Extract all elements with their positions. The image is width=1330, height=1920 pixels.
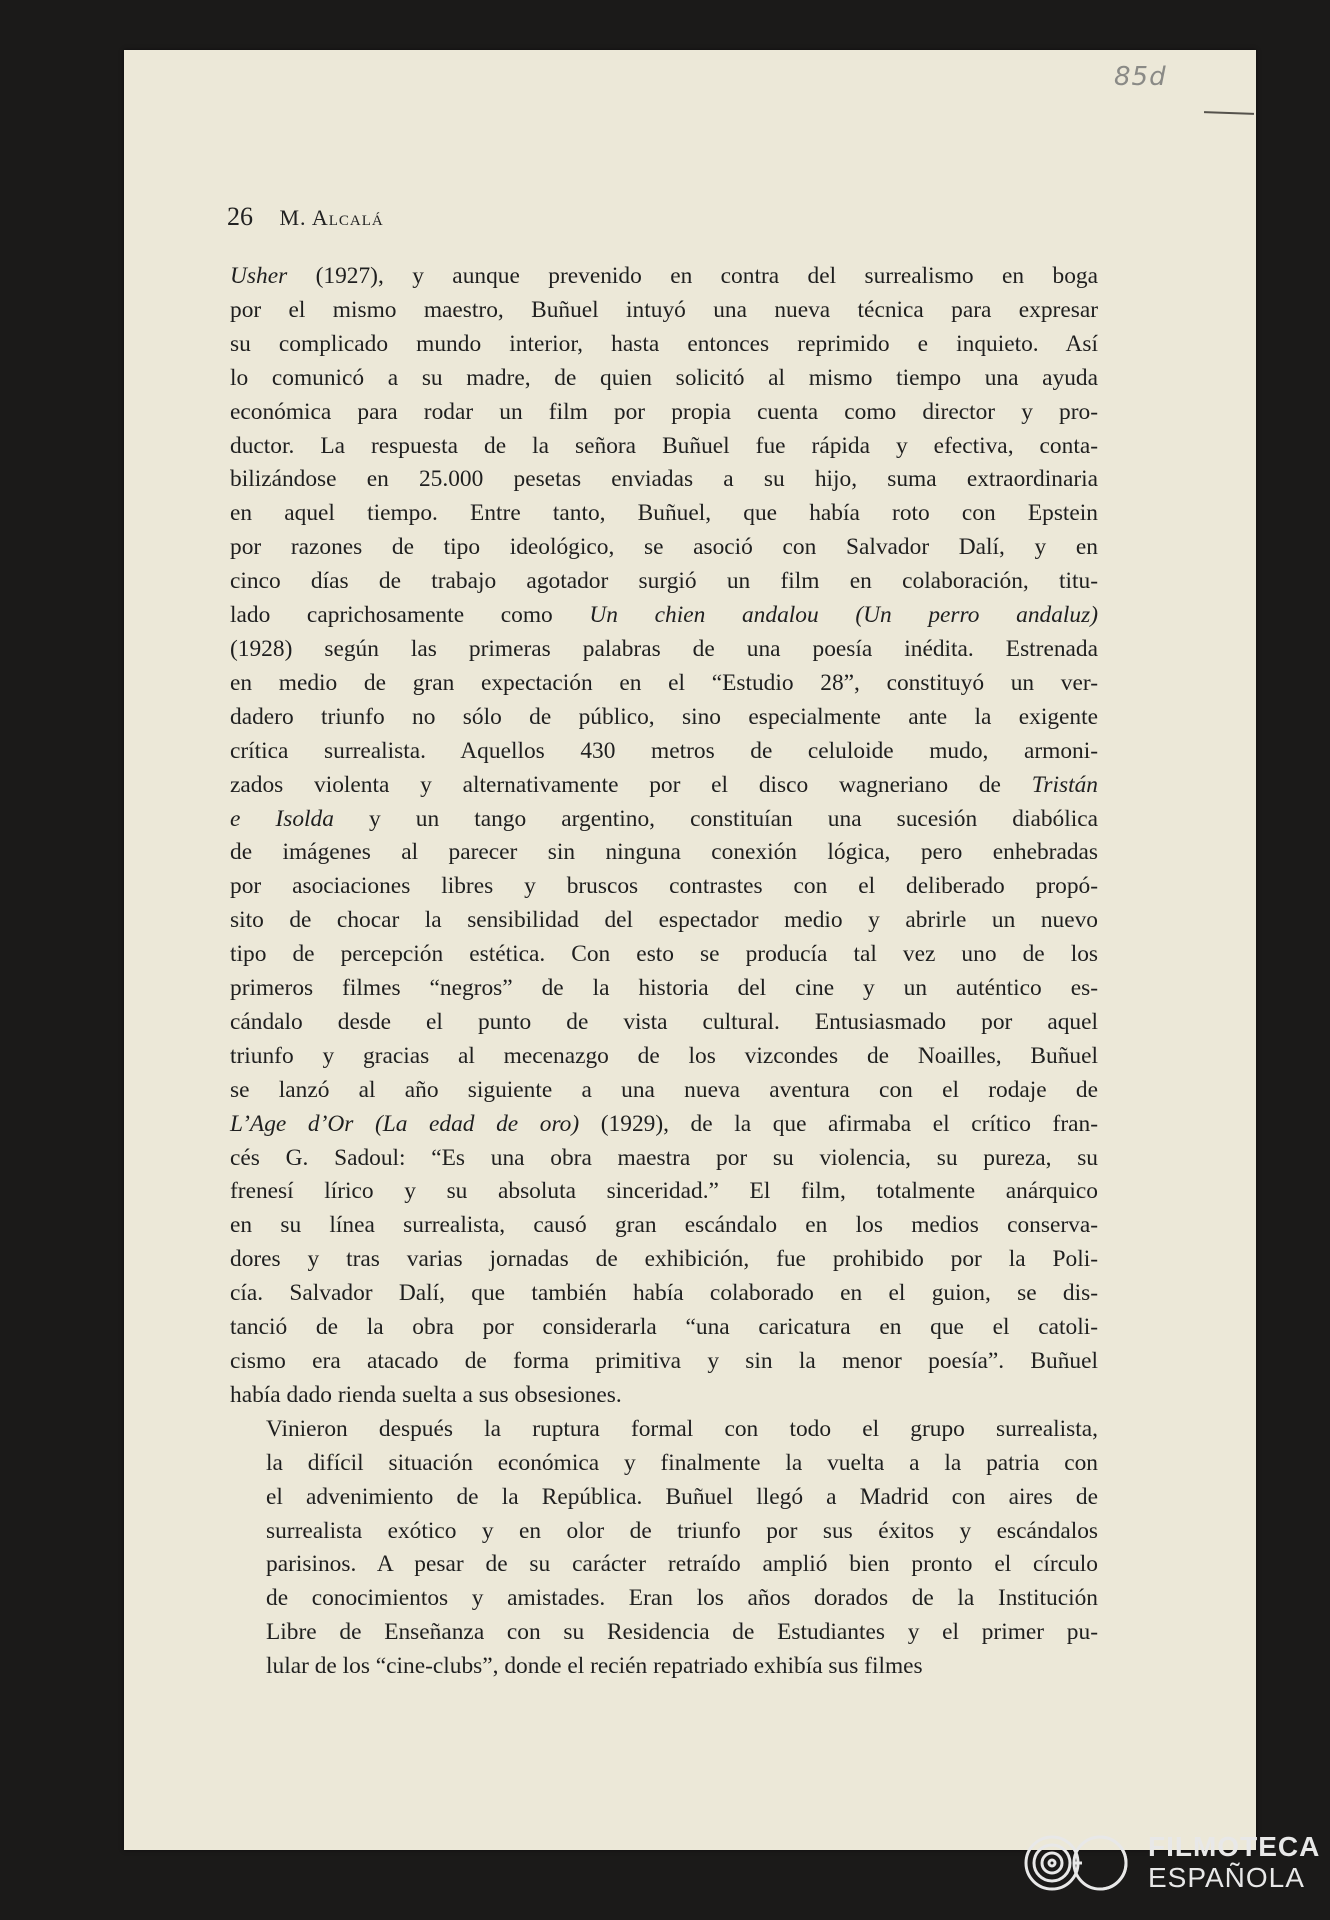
text-line: en su línea surrealista, causó gran escándalo en los medios conserva- xyxy=(230,1212,1098,1239)
text-line: frenesí lírico y su absoluta sinceridad.” El film, totalmente anárquico xyxy=(230,1178,1098,1205)
logo-line-2: ESPAÑOLA xyxy=(1148,1862,1305,1893)
filmoteca-spiral-icon xyxy=(1022,1831,1132,1895)
text-line: cismo era atacado de forma primitiva y sin la menor poesía”. Buñuel xyxy=(230,1348,1098,1374)
text-line: por razones de tipo ideológico, se asoció con Salvador Dalí, y en xyxy=(230,534,1098,561)
text-line: en aquel tiempo. Entre tanto, Buñuel, que había roto con Epstein xyxy=(230,500,1098,527)
text-line: cinco días de trabajo agotador surgió un film en colaboración, titu- xyxy=(230,568,1098,595)
text-line: Vinieron después la ruptura formal con todo el grupo surrealista, xyxy=(266,1415,1098,1442)
text-line: lular de los “cine-clubs”, donde el recién repatriado exhibía sus filmes xyxy=(266,1653,923,1680)
text-line: parisinos. A pesar de su carácter retraído amplió bien pronto el círculo xyxy=(266,1551,1098,1578)
paragraph-2 xyxy=(230,1413,1098,1684)
text-line: bilizándose en 25.000 pesetas enviadas a su hijo, suma extraordinaria xyxy=(230,466,1098,493)
text-line: crítica surrealista. Aquellos 430 metros de celuloide mudo, armoni- xyxy=(230,737,1098,764)
document-page xyxy=(124,50,1256,1850)
text-line: de conocimientos y amistades. Eran los años dorados de la Institución xyxy=(266,1585,1098,1612)
text-line: de imágenes al parecer sin ninguna conexión lógica, pero enhebradas xyxy=(230,839,1098,866)
text-line: dadero triunfo no sólo de público, sino especialmente ante la exigente xyxy=(230,703,1098,730)
pencil-margin-note: 85d xyxy=(1114,62,1167,92)
text-line: Libre de Enseñanza con su Residencia de Estudiantes y el primer pu- xyxy=(266,1619,1098,1646)
text-line: tanció de la obra por considerarla “una caricatura en que el catoli- xyxy=(230,1314,1098,1341)
text-line: lado caprichosamente como Un chien andalou (Un perro andaluz) xyxy=(230,602,1099,629)
text-line: por asociaciones libres y bruscos contrastes con el deliberado propó- xyxy=(230,873,1098,900)
text-line: surrealista exótico y en olor de triunfo por sus éxitos y escándalos xyxy=(266,1517,1098,1544)
text-line: cándalo desde el punto de vista cultural. Entusiasmado por aquel xyxy=(230,1008,1098,1035)
text-line: e Isolda y un tango argentino, constituían una sucesión diabólica xyxy=(230,805,1098,832)
text-line: sito de chocar la sensibilidad del espectador medio y abrirle un nuevo xyxy=(230,907,1098,934)
text-line: cés G. Sadoul: “Es una obra maestra por su violencia, su pureza, su xyxy=(230,1144,1098,1171)
text-line: (1928) según las primeras palabras de una poesía inédita. Estrenada xyxy=(230,635,1098,662)
page-number: 26 xyxy=(227,202,253,231)
text-line: el advenimiento de la República. Buñuel llegó a Madrid con aires de xyxy=(266,1483,1098,1510)
text-line: tipo de percepción estética. Con esto se producía tal vez uno de los xyxy=(230,941,1098,968)
text-line: había dado rienda suelta a sus obsesiones. xyxy=(230,1381,622,1408)
text-line: por el mismo maestro, Buñuel intuyó una nueva técnica para expresar xyxy=(230,296,1098,323)
text-line: Usher (1927), y aunque prevenido en contra del surrealismo en boga xyxy=(230,263,1098,289)
page-edge-mark xyxy=(1204,111,1254,115)
text-line: zados violenta y alternativamente por el disco wagneriano de Tristán xyxy=(230,771,1098,798)
running-head xyxy=(227,202,384,232)
text-line: dores y tras varias jornadas de exhibición, fue prohibido por la Poli- xyxy=(230,1246,1098,1273)
text-line: su complicado mundo interior, hasta entonces reprimido e inquieto. Así xyxy=(230,330,1098,357)
logo-text xyxy=(1148,1831,1320,1893)
text-line: lo comunicó a su madre, de quien solicitó al mismo tiempo una ayuda xyxy=(230,364,1098,391)
text-line: económica para rodar un film por propia cuenta como director y pro- xyxy=(230,398,1098,425)
text-line: ductor. La respuesta de la señora Buñuel fue rápida y efectiva, conta- xyxy=(230,432,1098,459)
text-line: L’Age d’Or (La edad de oro) (1929), de la que afirmaba el crítico fran- xyxy=(230,1110,1098,1137)
text-line: en medio de gran expectación en el “Estudio 28”, constituyó un ver- xyxy=(230,669,1098,696)
running-head-author: M. Alcalá xyxy=(279,205,384,230)
text-line: primeros filmes “negros” de la historia del cine y un auténtico es- xyxy=(230,975,1098,1002)
filmoteca-logo xyxy=(1022,1827,1322,1907)
text-line: se lanzó al año siguiente a una nueva aventura con el rodaje de xyxy=(230,1076,1098,1103)
logo-line-1: FILMOTECA xyxy=(1148,1831,1321,1862)
text-line: triunfo y gracias al mecenazgo de los vizcondes de Noailles, Buñuel xyxy=(230,1042,1098,1069)
text-line: la difícil situación económica y finalmente la vuelta a la patria con xyxy=(266,1449,1098,1476)
body-text xyxy=(230,260,1098,1684)
paragraph-1 xyxy=(230,260,1098,1413)
text-line: cía. Salvador Dalí, que también había colaborado en el guion, se dis- xyxy=(230,1280,1098,1307)
